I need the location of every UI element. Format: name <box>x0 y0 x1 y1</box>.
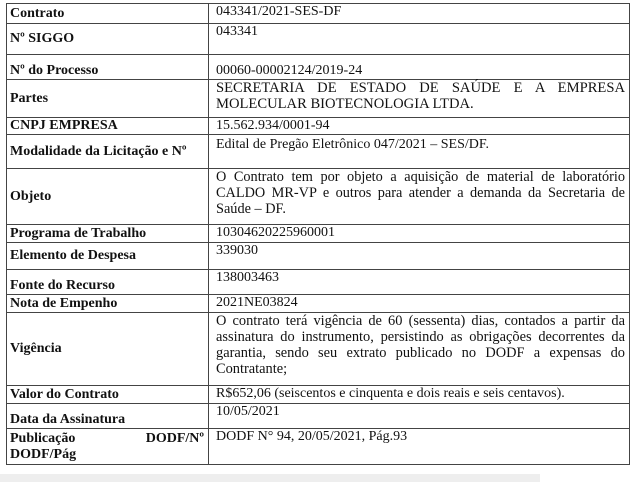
row-value: 043341/2021-SES-DF <box>209 4 630 24</box>
row-label: Fonte do Recurso <box>7 270 209 295</box>
row-value: 2021NE03824 <box>209 295 630 313</box>
row-label: Objeto <box>7 169 209 225</box>
row-label: Elemento de Despesa <box>7 243 209 270</box>
row-value: R$652,06 (seiscentos e cinquenta e dois reais e seis centavos). <box>209 386 630 404</box>
row-label: Contrato <box>7 4 209 24</box>
row-label: Nº do Processo <box>7 55 209 80</box>
row-label: Modalidade da Licitação e Nº <box>7 135 209 169</box>
row-value: 10304620225960001 <box>209 225 630 243</box>
row-label-publicacao <box>7 429 209 465</box>
row-value: Edital de Pregão Eletrônico 047/2021 – SES/DF. <box>209 135 630 169</box>
row-label: Nº SIGGO <box>7 24 209 55</box>
table-row <box>7 4 630 24</box>
row-value: O Contrato tem por objeto a aquisição de material de laboratório CALDO MR-VP e outros para atender a demanda da Secretaria de Saúde – DF. <box>209 169 630 225</box>
row-label: Programa de Trabalho <box>7 225 209 243</box>
contract-summary <box>6 3 630 465</box>
table-row <box>7 243 630 270</box>
publicacao-label-word1: Publicação <box>10 430 76 446</box>
row-label: Vigência <box>7 313 209 386</box>
table-row <box>7 24 630 55</box>
table-row <box>7 313 630 386</box>
table-row <box>7 55 630 80</box>
table-row <box>7 135 630 169</box>
row-label: Valor do Contrato <box>7 386 209 404</box>
row-label: CNPJ EMPRESA <box>7 118 209 135</box>
row-value: DODF N° 94, 20/05/2021, Pág.93 <box>209 429 630 465</box>
row-value: 10/05/2021 <box>209 404 630 429</box>
table-row <box>7 80 630 118</box>
table-row <box>7 169 630 225</box>
page-edge-shadow <box>0 474 540 482</box>
row-label: Nota de Empenho <box>7 295 209 313</box>
table-row <box>7 404 630 429</box>
row-value: 339030 <box>209 243 630 270</box>
contract-table <box>6 3 630 465</box>
table-row <box>7 295 630 313</box>
row-value: SECRETARIA DE ESTADO DE SAÚDE E A EMPRESA MOLECULAR BIOTECNOLOGIA LTDA. <box>209 80 630 118</box>
row-value: 138003463 <box>209 270 630 295</box>
table-row <box>7 270 630 295</box>
row-value: O contrato terá vigência de 60 (sessenta) dias, contados a partir da assinatura do instrumento, persistindo as obrigações decorrentes da garantia, sendo seu extrato publicado no DODF a expensas do Contratante; <box>209 313 630 386</box>
publicacao-label-line1 <box>10 431 204 447</box>
row-value: 00060-00002124/2019-24 <box>209 55 630 80</box>
publicacao-label-line2: DODF/Pág <box>10 446 77 462</box>
row-value: 043341 <box>209 24 630 55</box>
table-row <box>7 429 630 465</box>
row-label: Partes <box>7 80 209 118</box>
table-row <box>7 386 630 404</box>
row-label: Data da Assinatura <box>7 404 209 429</box>
row-value: 15.562.934/0001-94 <box>209 118 630 135</box>
publicacao-label-word2: DODF/Nº <box>145 430 204 446</box>
table-row <box>7 225 630 243</box>
table-row <box>7 118 630 135</box>
